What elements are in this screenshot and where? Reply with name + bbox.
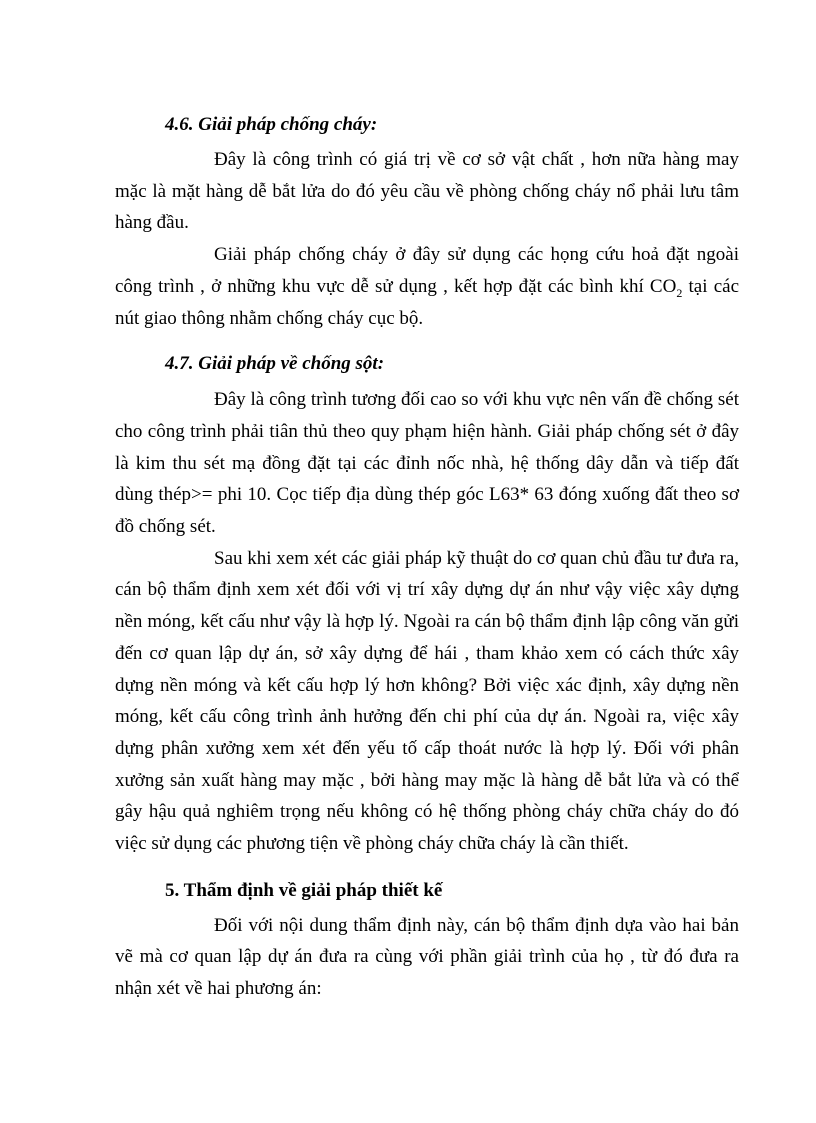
section-heading-design-appraisal: 5. Thẩm định về giải pháp thiết kế xyxy=(165,879,443,901)
paragraph-fire-solution-end: tại các nút giao thông nhằm chống cháy cục bộ. xyxy=(115,275,739,329)
paragraph-review-summary: Sau khi xem xét các giải pháp kỹ thuật do cơ quan chủ đầu tư đưa ra, cán bộ thẩm định xem xét đối với vị trí xây dựng dự án như vậy việc xây dựng nền móng, kết cấu như vậy là hợp lý. Ngoài ra cán bộ thẩm định lập công văn gửi đến cơ quan lập dự án, sở xây dựng để hái , tham khảo xem có cách thức xây dựng nền móng và kết cấu hợp lý hơn không? Bởi việc xác định, xây dựng nền móng, kết cấu công trình ảnh hưởng đến chi phí của dự án. Ngoài ra, việc xây dựng phân xưởng xem xét đến yếu tố cấp thoát nước là hợp lý. Đối với phân xưởng sản xuất hàng may mặc , bởi hàng may mặc là hàng dễ bắt lửa và có thể gây hậu quả nghiêm trọng nếu không có hệ thống phòng cháy chữa cháy do đó việc sử dụng các phương tiện về phòng cháy chữa cháy là cần thiết. xyxy=(115,547,740,855)
co2-subscript: 2 xyxy=(676,285,683,300)
paragraph-fire-solution-text: Giải pháp chống cháy ở đây sử dụng các họng cứu hoả đặt ngoài công trình , ở những khu vực dễ sử dụng , kết hợp đặt các bình khí CO xyxy=(115,244,739,297)
section-heading-lightning: 4.7. Giải pháp về chống sột: xyxy=(165,353,385,375)
document-page xyxy=(115,110,739,1005)
paragraph-lightning-intro: Đây là công trình tương đối cao so với khu vực nên vấn đề chống sét cho công trình phải tiân thủ theo quy phạm hiện hành. Giải pháp chống sét ở đây là kim thu sét mạ đồng đặt tại các đỉnh nốc nhà, hệ thống dây dẫn và tiếp đất dùng thép>= phi 10. Cọc tiếp địa dùng thép góc L63* 63 đóng xuống đất theo sơ đồ chống sét. xyxy=(115,389,739,538)
section-heading-fire-prevention: 4.6. Giải pháp chống cháy: xyxy=(165,114,378,135)
paragraph-fire-intro: Đây là công trình có giá trị về cơ sở vật chất , hơn nữa hàng may mặc là mặt hàng dễ bắt lửa do đó yêu cầu về phòng chống cháy nổ phải lưu tâm hàng đầu. xyxy=(115,149,739,234)
paragraph-fire-solution xyxy=(115,239,739,334)
paragraph-design-intro: Đối với nội dung thẩm định này, cán bộ thẩm định dựa vào hai bản vẽ mà cơ quan lập dự án đưa ra cùng với phần giải trình của họ , từ đó đưa ra nhận xét về hai phương án: xyxy=(115,914,739,1000)
